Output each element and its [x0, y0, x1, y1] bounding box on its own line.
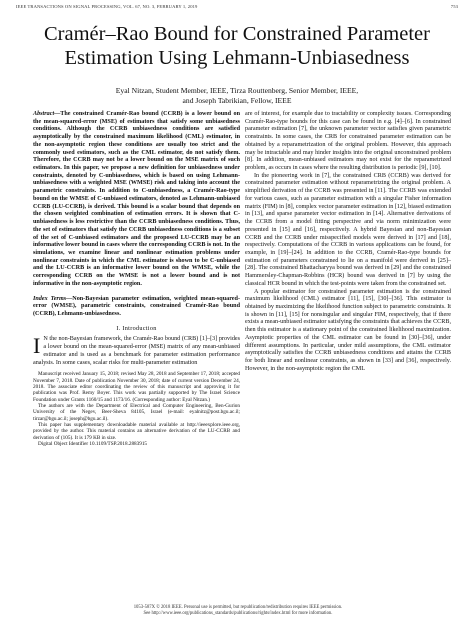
section-heading: I. Introduction	[116, 324, 157, 332]
running-header	[16, 4, 458, 9]
right-column	[245, 111, 451, 373]
author-block	[0, 86, 474, 106]
intro-paragraph	[33, 333, 240, 367]
right-paragraph-2: In the pioneering work in [7], the constrained CRB (CCRB) was derived for constrained parameter estimation without reparametrizing the original problem. A simplified derivation of the CCRB was presented in [11]. The CCRB was extended for various cases, such as parameter estimation with a singular Fisher information matrix (FIM) in [8], complex vector parameter estimation in [12], biased estimation in [13], and sparse parameter vector estimation in [14]. Alternative derivations of the CCRB from a model fitting perspective and via norm minimization were presented in [15] and [16], respectively. A hybrid Bayesian and non-Bayesian CCRB and the CCRB under misspecified models were derived in [17] and [18], respectively. Computations of the CCRB in various applications can be found, for example, in [19]–[24]. In addition to the CCRB, Cramér-Rao-type bounds for estimation of parameters constrained to lie on a manifold were derived in [25]–[28]. The constrained Bhattacharyya bound was derived in [29] and the constrained Hammersley-Chapman-Robbins (HCR) bound was derived in [7] by using the classical HCR bound in which the test-points were taken from the constrained set.	[245, 172, 451, 287]
footnote-supplementary: This paper has supplementary downloadable material available at http://ieeexplore.ieee.org, provided by the author. This material contains an alternative derivation of the LU-CCRB and derivation of (105). It is 179 KB in size.	[33, 422, 240, 441]
journal-header: IEEE TRANSACTIONS ON SIGNAL PROCESSING, VOL. 67, NO. 3, FEBRUARY 1, 2019	[16, 4, 198, 9]
paper-title: Cramér–Rao Bound for Constrained Parameter Estimation Using Lehmann-Unbiasedness	[44, 23, 430, 69]
authors-line-2: and Joseph Tabrikian, Fellow, IEEE	[182, 96, 292, 105]
abstract-label: Abstract	[33, 111, 55, 117]
page-number: 753	[450, 4, 458, 9]
right-paragraph-3: A popular estimator for constrained parameter estimation is the constrained maximum likelihood (CML) estimator [11], [15], [30]–[36]. This estimator is obtained by maximizing the likelihood function subject to parametric constraints. It is shown in [11], [15] for nonsingular and singular FIM, respectively, that if there exists a mean-unbiased estimator satisfying the constraints that achieves the CCRB, then this estimator is a stationary point of the constrained likelihood maximization. Asymptotic properties of the CML estimator can be found in [30]–[36], under different assumptions. In particular, under mild assumptions, the CML estimator asymptotically satisfies the CCRB unbiasedness conditions and attains the CCRB for both linear and nonlinear constraints, as shown in [33] and [36], respectively. However, in the non-asymptotic region the CML	[245, 288, 451, 372]
abstract-text: —The constrained Cramér-Rao bound (CCRB) is a lower bound on the mean-squared-error (MSE) of estimators that satisfy some unbiasedness conditions. Although the CCRB unbiasedness conditions are satisfied asymptotically by the constrained maximum likelihood (CML) estimator, in the non-asymptotic region these conditions are usually too strict and the commonly used estimators, such as the CML estimator, do not satisfy them. Therefore, the CCRB may not be a lower bound on the MSE matrix of such estimators. In this paper, we propose a new definition for unbiasedness under constraints, denoted by C-unbiasedness, which is based on using Lehmann-unbiasedness with a weighted MSE (WMSE) risk and taking into account the parametric constraints. In addition to C-unbiasedness, a Cramér-Rao-type bound on the WMSE of C-unbiased estimators, denoted as Lehmann-unbiased CCRB (LU-CCRB), is derived. This bound is a scalar bound that depends on the chosen weighted combination of estimation errors. It is shown that C-unbiasedness is less restrictive than the CCRB unbiasedness conditions. Thus, the set of estimators that satisfy the CCRB unbiasedness conditions is a subset of the set of C-unbiased estimators and the proposed LU-CCRB may be an informative lower bound in cases where the corresponding CCRB is not. In the simulations, we examine linear and nonlinear estimation problems under nonlinear constraints in which the CML estimator is shown to be C-unbiased and the LU-CCRB is an informative lower bound on the WMSE, while the corresponding CCRB on the WMSE is not a lower bound and is not informative in the non-asymptotic region.	[33, 111, 240, 287]
index-terms-text: —Non-Bayesian parameter estimation, weighted mean-squared-error (WMSE), parametric constraints, constrained Cramér-Rao bound (CCRB), Lehmann-unbiasedness.	[33, 295, 240, 317]
copyright-footer	[33, 605, 443, 617]
left-column	[33, 111, 240, 447]
right-paragraph-1: are of interest, for example due to tractability or complexity issues. Corresponding Cramér-Rao-type bounds for this case can be found in e.g. [4]–[6]. In constrained parameter estimation [7], the unknown parameter vector satisfies given parametric constraints. In some cases, the CRB for constrained parameter estimation can be obtained by a reparametrization of the original problem. However, this approach may be intractable and may hinder insights into the original unconstrained problem [8]. In addition, mean-unbiased estimators may not exist for the reparametrized problem, as occurs in cases where the resulting distribution is periodic [9], [10].	[245, 111, 451, 172]
authors-line-1: Eyal Nitzan, Student Member, IEEE, Tirza Routtenberg, Senior Member, IEEE,	[115, 86, 359, 95]
index-terms-label: Index Terms	[33, 295, 67, 302]
footnote-received: Manuscript received January 15, 2018; revised May 28, 2018 and September 17, 2018; accepted November 7, 2018. Date of publication November 30, 2018; date of current version December 24, 2018. The associate editor coordinating the review of this manuscript and approving it for publication was Prof. Remy Boyer. This work was partially supported by The Israel Science Foundation under Grants 1160/15 and 1173/16. (Corresponding author: Eyal Nitzan.)	[33, 371, 240, 403]
footer-line-1: 1053-587X © 2018 IEEE. Personal use is permitted, but republication/redistribution requires IEEE permission.	[133, 605, 343, 610]
index-terms	[33, 296, 240, 319]
footnote-doi: Digital Object Identifier 10.1109/TSP.2018.2883915	[38, 441, 148, 448]
abstract	[33, 111, 240, 289]
footnotes	[33, 371, 240, 447]
footnote-affiliation: The authors are with the Department of Electrical and Computer Engineering, Ben-Gurion University of the Negev, Beer-Sheva 84105, Israel (e-mail: eyalnitz@post.bgu.ac.il; tirzar@bgu.ac.il; joseph@bgu.ac.il).	[33, 403, 240, 422]
intro-text: N the non-Bayesian framework, the Cramér-Rao bound (CRB) [1]–[3] provides a lower bound on the mean-squared-error (MSE) matrix of any mean-unbiased estimator and is used as a benchmark for parameter estimation performance analysis. In some cases, scalar risks for multi-parameter estimation	[33, 336, 240, 366]
drop-cap: I	[33, 333, 41, 359]
footer-line-2: See http://www.ieee.org/publications_standards/publications/rights/index.html for more information.	[143, 611, 333, 616]
